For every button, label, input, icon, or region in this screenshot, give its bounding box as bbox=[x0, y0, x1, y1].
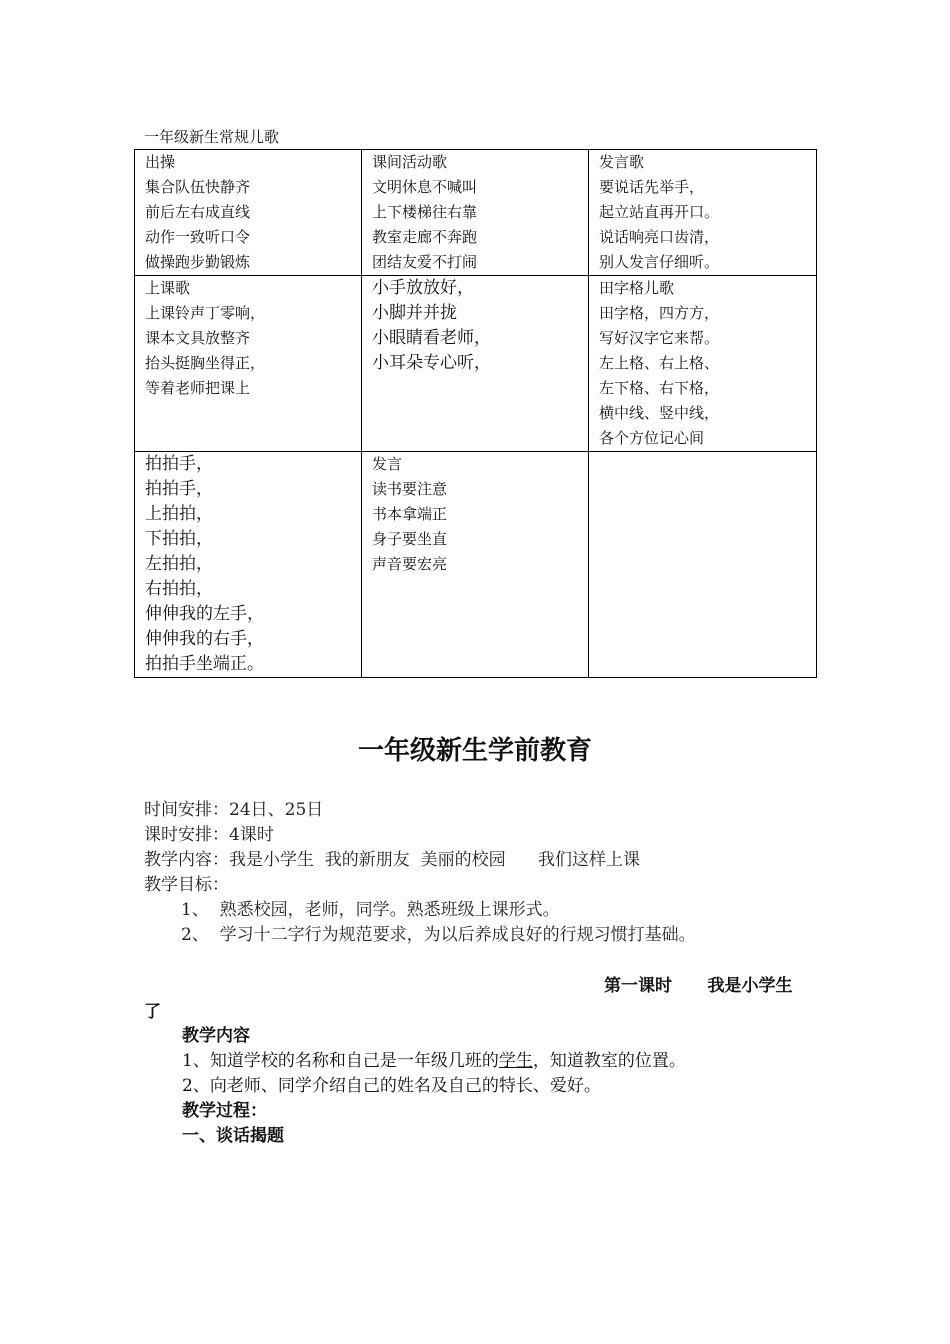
cell-line: 小脚并并拢 bbox=[372, 303, 457, 323]
cell-line-first: 出操 bbox=[145, 153, 176, 171]
cell-line-first: 发言歌 bbox=[599, 153, 645, 171]
cell-line: 小耳朵专心听， bbox=[372, 353, 491, 373]
lesson-item-1-text: 1、知道学校的名称和自己是一年级几班的 bbox=[182, 1051, 499, 1071]
cell-line: 左拍拍， bbox=[145, 554, 213, 574]
lesson-body bbox=[182, 1024, 686, 1149]
cell-line-first: 课间活动歌 bbox=[372, 153, 448, 171]
cell-line: 等着老师把课上 bbox=[145, 379, 251, 397]
lesson-heading: 第一课时 我是小学生 bbox=[604, 976, 793, 996]
table-row bbox=[135, 150, 817, 276]
lesson-item-1-tail: ，知道教室的位置。 bbox=[532, 1051, 686, 1071]
cell-line: 拍拍手， bbox=[145, 479, 213, 499]
cell-line: 上下楼梯往右靠 bbox=[372, 203, 478, 221]
goal-item: 2、 学习十二字行为规范要求，为以后养成良好的行规习惯打基础。 bbox=[181, 925, 696, 945]
cell-line-first: 发言 bbox=[372, 455, 403, 473]
cell-line-first: 小手放放好， bbox=[372, 278, 474, 298]
cell-line: 左下格、右下格， bbox=[599, 379, 720, 397]
cell-line-first: 田字格儿歌 bbox=[599, 279, 675, 297]
cell-line: 课本文具放整齐 bbox=[145, 329, 251, 347]
teaching-content: 教学内容：我是小学生 我的新朋友 美丽的校园 我们这样上课 bbox=[144, 850, 641, 870]
cell-line: 教室走廊不奔跑 bbox=[372, 228, 478, 246]
table-cell bbox=[135, 150, 362, 276]
table-row bbox=[135, 452, 817, 678]
cell-line: 左上格、右上格、 bbox=[599, 354, 720, 372]
cell-line: 别人发言仔细听。 bbox=[599, 253, 720, 271]
table-caption: 一年级新生常规儿歌 bbox=[144, 128, 280, 146]
cell-line: 读书要注意 bbox=[372, 480, 448, 498]
process-label: 教学过程： bbox=[182, 1101, 267, 1121]
cell-line: 右拍拍， bbox=[145, 579, 213, 599]
table-cell bbox=[135, 276, 362, 452]
cell-line: 身子要坐直 bbox=[372, 530, 448, 548]
section-heading: 一、谈话揭题 bbox=[182, 1126, 284, 1146]
cell-line: 动作一致听口令 bbox=[145, 228, 251, 246]
time-schedule: 时间安排：24日、25日 bbox=[144, 800, 324, 820]
table-cell bbox=[589, 276, 817, 452]
cell-line: 各个方位记心间 bbox=[599, 429, 705, 447]
cell-line: 小眼睛看老师， bbox=[372, 328, 491, 348]
lesson-item-1 bbox=[182, 1049, 686, 1074]
lesson-heading-tail: 了 bbox=[144, 1002, 161, 1022]
cell-line: 团结友爱不打闹 bbox=[372, 253, 478, 271]
lesson-item-2: 2、向老师、同学介绍自己的姓名及自己的特长、爱好。 bbox=[182, 1076, 601, 1096]
cell-line-first: 拍拍手， bbox=[145, 454, 213, 474]
cell-line: 田字格，四方方， bbox=[599, 304, 720, 322]
cell-line: 文明休息不喊叫 bbox=[372, 178, 478, 196]
cell-line: 起立站直再开口。 bbox=[599, 203, 720, 221]
cell-line: 伸伸我的右手， bbox=[145, 629, 264, 649]
content-label: 教学内容 bbox=[182, 1026, 250, 1046]
cell-line: 横中线、竖中线， bbox=[599, 404, 720, 422]
cell-line: 做操跑步勤锻炼 bbox=[145, 253, 251, 271]
goal-item: 1、 熟悉校园，老师，同学。熟悉班级上课形式。 bbox=[181, 900, 560, 920]
cell-line: 上拍拍， bbox=[145, 504, 213, 524]
page-title: 一年级新生学前教育 bbox=[357, 736, 592, 766]
table-cell bbox=[135, 452, 362, 678]
cell-line: 说话响亮口齿清， bbox=[599, 228, 720, 246]
course-info bbox=[144, 798, 696, 948]
songs-table bbox=[134, 149, 817, 678]
student-link[interactable]: 学生 bbox=[498, 1051, 533, 1071]
table-cell bbox=[362, 452, 589, 678]
cell-line: 要说话先举手， bbox=[599, 178, 705, 196]
cell-line: 伸伸我的左手， bbox=[145, 604, 264, 624]
cell-line: 声音要宏亮 bbox=[372, 555, 448, 573]
table-row bbox=[135, 276, 817, 452]
cell-line: 写好汉字它来帮。 bbox=[599, 329, 720, 347]
table-cell bbox=[362, 150, 589, 276]
hours-schedule: 课时安排：4课时 bbox=[144, 825, 274, 845]
cell-line: 抬头挺胸坐得正， bbox=[145, 354, 266, 372]
table-cell bbox=[362, 276, 589, 452]
cell-line-first: 上课歌 bbox=[145, 279, 191, 297]
cell-line: 前后左右成直线 bbox=[145, 203, 251, 221]
table-cell bbox=[589, 150, 817, 276]
cell-line: 上课铃声丁零响， bbox=[145, 304, 266, 322]
cell-line: 下拍拍， bbox=[145, 529, 213, 549]
cell-line: 集合队伍快静齐 bbox=[145, 178, 251, 196]
cell-line: 书本拿端正 bbox=[372, 505, 448, 523]
table-cell bbox=[589, 452, 817, 678]
goals-label: 教学目标： bbox=[144, 875, 229, 895]
cell-line: 拍拍手坐端正。 bbox=[145, 654, 264, 674]
